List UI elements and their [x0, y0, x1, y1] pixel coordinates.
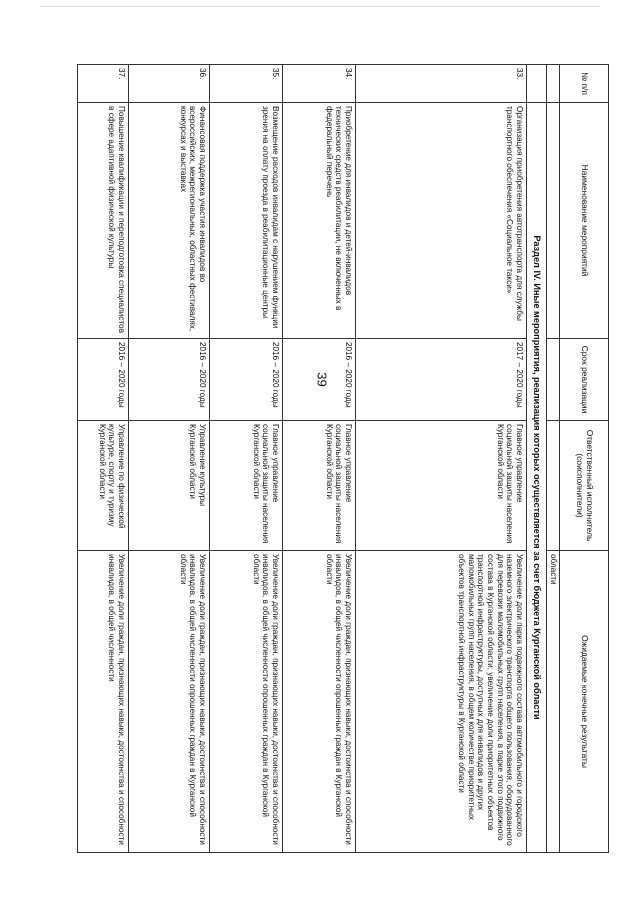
row-executor: Управление по физической культуре, спорту и туризму Курганской области: [78, 421, 129, 551]
measures-table-container: [88, 64, 609, 852]
table-row: [356, 65, 527, 853]
header-name: Наименование мероприятий: [560, 103, 609, 339]
row-executor: Главное управление социальной защиты населения Курганской области: [283, 421, 356, 551]
continued-row: [547, 65, 560, 853]
table-header-row: [560, 65, 609, 853]
row-results: Увеличение доли граждан, признающих навыки, достоинства и способности инвалидов, в общей численности опрошенных граждан в Курганской области: [129, 551, 210, 853]
row-name: Приобретение для инвалидов и детей-инвалидов технических средств реабилитации, не включенных в федеральный перечень: [283, 103, 356, 339]
measures-table: [77, 64, 609, 853]
row-term: 2017 – 2020 годы: [356, 339, 527, 421]
row-results: Увеличение доли парка подвижного состава автомобильного и городского наземного электрического транспорта общего пользования, оборудованного для перевозки маломобильных групп населения, в парке этого подвижного состава в Курганской области; увеличение доли приоритетных объектов транспортной инфраструктуры, доступных для инвалидов и других маломобильных групп населения, в общем количестве приоритетных объектов транспортной инфраструктуры в Курганской области: [356, 551, 527, 853]
row-number: 36.: [129, 65, 210, 103]
header-executor: Ответственный исполнитель (соисполнители): [560, 421, 609, 551]
continued-cell: области: [547, 551, 560, 853]
page-number: 39: [314, 372, 330, 387]
table-row: [283, 65, 356, 853]
section-row: [527, 65, 547, 853]
row-name: Финансовая поддержка участия инвалидов во всероссийских, межрегиональных, областных фестивалях, конкурсах и выставках: [129, 103, 210, 339]
header-term: Срок реализации: [560, 339, 609, 421]
row-name: Возмещение расходов инвалидам с нарушением функции зрения на оплату проезда в реабилитационные центры: [210, 103, 283, 339]
row-number: 35.: [210, 65, 283, 103]
table-row: [129, 65, 210, 853]
row-term: 2016 – 2020 годы: [129, 339, 210, 421]
row-name: Повышение квалификации и переподготовка специалистов в сфере адаптивной физической культуры: [78, 103, 129, 339]
row-term: 2016 – 2020 годы: [283, 339, 356, 421]
row-results: Увеличение доли граждан, признающих навыки, достоинства и способности инвалидов, в общей численности опрошенных граждан в Курганской области: [283, 551, 356, 853]
row-term: 2016 – 2020 годы: [78, 339, 129, 421]
row-number: 37.: [78, 65, 129, 103]
header-results: Ожидаемые конечные результаты: [560, 551, 609, 853]
row-number: 34.: [283, 65, 356, 103]
row-number: 33.: [356, 65, 527, 103]
table-row: [78, 65, 129, 853]
row-executor: Управление культуры Курганской области: [129, 421, 210, 551]
row-term: 2016 – 2020 годы: [210, 339, 283, 421]
row-results: Увеличение доли граждан, признающих навыки, достоинства и способности инвалидов, в общей численности опрошенных граждан в Курганской области: [210, 551, 283, 853]
row-name: Организация приобретения автотранспорта для службы транспортного обеспечения «Социальное такси»: [356, 103, 527, 339]
scan-artifact-top: [40, 6, 600, 7]
row-results: Увеличение доли граждан, признающих навыки, достоинства и способности инвалидов, в общей численности: [78, 551, 129, 853]
header-num: № п/п: [560, 65, 609, 103]
section-title: Раздел IV. Иные мероприятия, реализация которых осуществляется за счет бюджета Курганской области: [527, 103, 547, 853]
row-executor: Главное управление социальной защиты населения Курганской области: [356, 421, 527, 551]
table-row: [210, 65, 283, 853]
row-executor: Главное управление социальной защиты населения Курганской области: [210, 421, 283, 551]
